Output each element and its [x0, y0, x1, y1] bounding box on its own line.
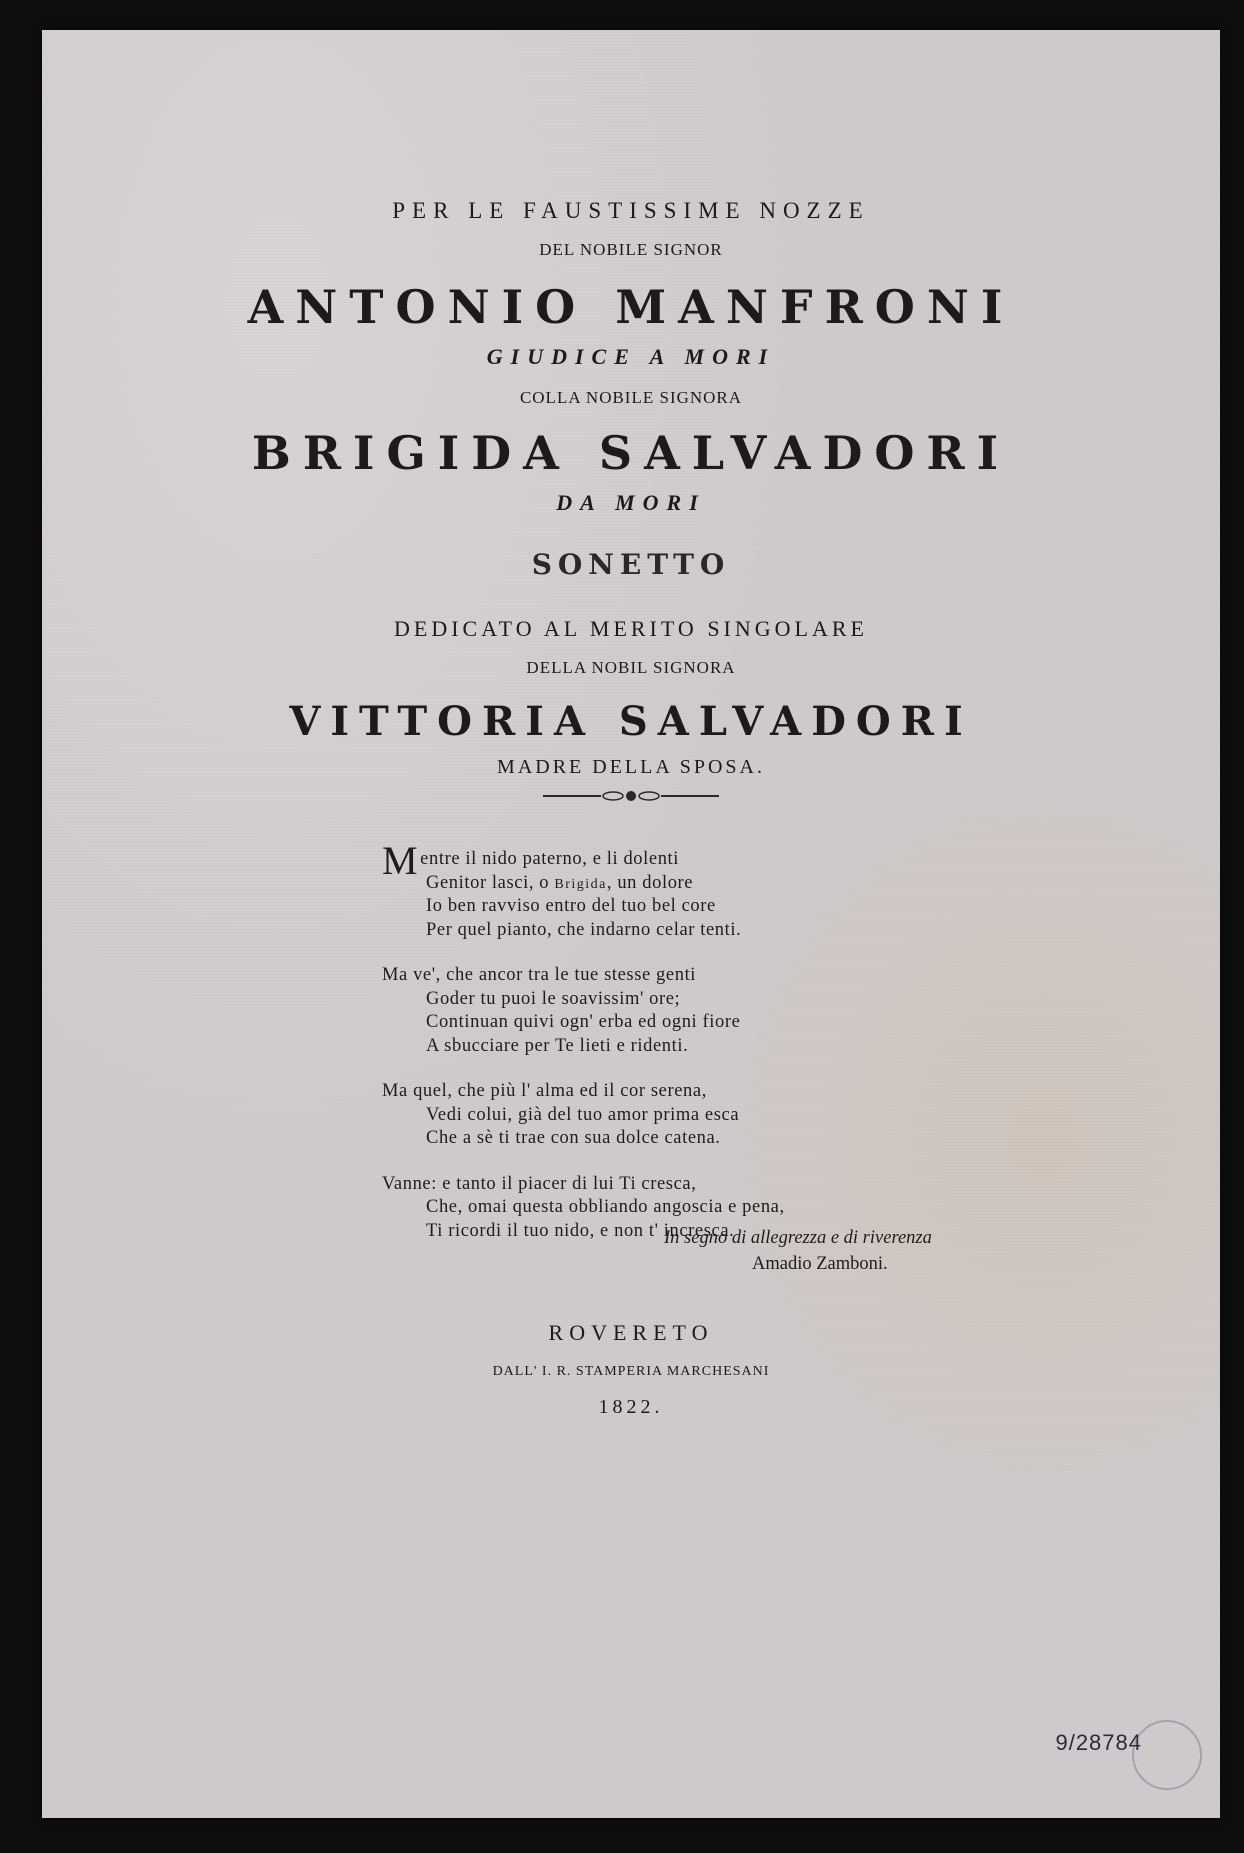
header-line-2: DEL NOBILE SIGNOR — [539, 240, 723, 259]
verse: Vanne: e tanto il piacer di lui Ti cresca, — [382, 1173, 697, 1194]
genre-title: SONETTO — [531, 548, 731, 581]
verse: Ti ricordi il tuo nido, e non t' incresca. — [426, 1220, 735, 1241]
imprint-year: 1822. — [598, 1396, 664, 1418]
ornament-rule-icon — [541, 788, 721, 804]
verse-text: entre il nido paterno, e li dolenti — [420, 849, 680, 869]
header-line-4: DELLA NOBIL SIGNORA — [526, 658, 736, 677]
imprint-printer: DALL' I. R. STAMPERIA MARCHESANI — [492, 1364, 770, 1379]
sonnet — [382, 838, 982, 1265]
verse: Continuan quivi ogn' erba ed ogni fiore — [426, 1012, 741, 1032]
stanza-3 — [382, 1080, 982, 1151]
verse: Goder tu puoi le soavissim' ore; — [426, 988, 681, 1009]
verse: Per quel pianto, che indarno celar tenti. — [426, 919, 742, 940]
header-line-3: COLLA NOBILE SIGNORA — [519, 388, 743, 407]
library-stamp-icon — [1132, 1720, 1202, 1790]
verse: A sbucciare per Te lieti e ridenti. — [426, 1035, 689, 1056]
bride-origin: DA MORI — [556, 490, 706, 515]
header-line-1: PER LE FAUSTISSIME NOZZE — [392, 198, 870, 223]
verse — [382, 872, 982, 896]
groom-name: ANTONIO MANFRONI — [247, 280, 1015, 334]
stanza-1 — [382, 838, 982, 942]
dedication-line: DEDICATO AL MERITO SINGOLARE — [394, 616, 868, 641]
drop-cap: M — [382, 838, 419, 883]
imprint-city: ROVERETO — [548, 1320, 714, 1345]
verse: Ma ve', che ancor tra le tue stesse genti — [382, 965, 697, 985]
shelfmark: 9/28784 — [1055, 1730, 1142, 1755]
bride-name: BRIGIDA SALVADORI — [251, 426, 1011, 480]
broadside-sheet — [42, 30, 1220, 1818]
verse-text: , un dolore — [606, 872, 694, 893]
mother-title: MADRE DELLA SPOSA. — [497, 756, 765, 778]
verse: Che a sè ti trae con sua dolce catena. — [426, 1128, 721, 1148]
verse: Ma quel, che più l' alma ed il cor serena, — [382, 1081, 707, 1101]
verse: Vedi colui, già del tuo amor prima esca — [426, 1104, 740, 1125]
signature-name: Amadio Zamboni. — [752, 1254, 888, 1274]
verse: Io ben ravviso entro del tuo bel core — [426, 896, 716, 916]
verse-name-smallcaps: Brigida — [554, 876, 607, 892]
verse-text: Genitor lasci, o — [426, 872, 555, 893]
verse: Che, omai questa obbliando angoscia e pena, — [426, 1197, 785, 1217]
mother-name: VITTORIA SALVADORI — [289, 698, 973, 745]
stanza-2 — [382, 964, 982, 1058]
groom-title: GIUDICE A MORI — [486, 344, 776, 369]
signature-dedication: In segno di allegrezza e di riverenza — [664, 1228, 932, 1248]
